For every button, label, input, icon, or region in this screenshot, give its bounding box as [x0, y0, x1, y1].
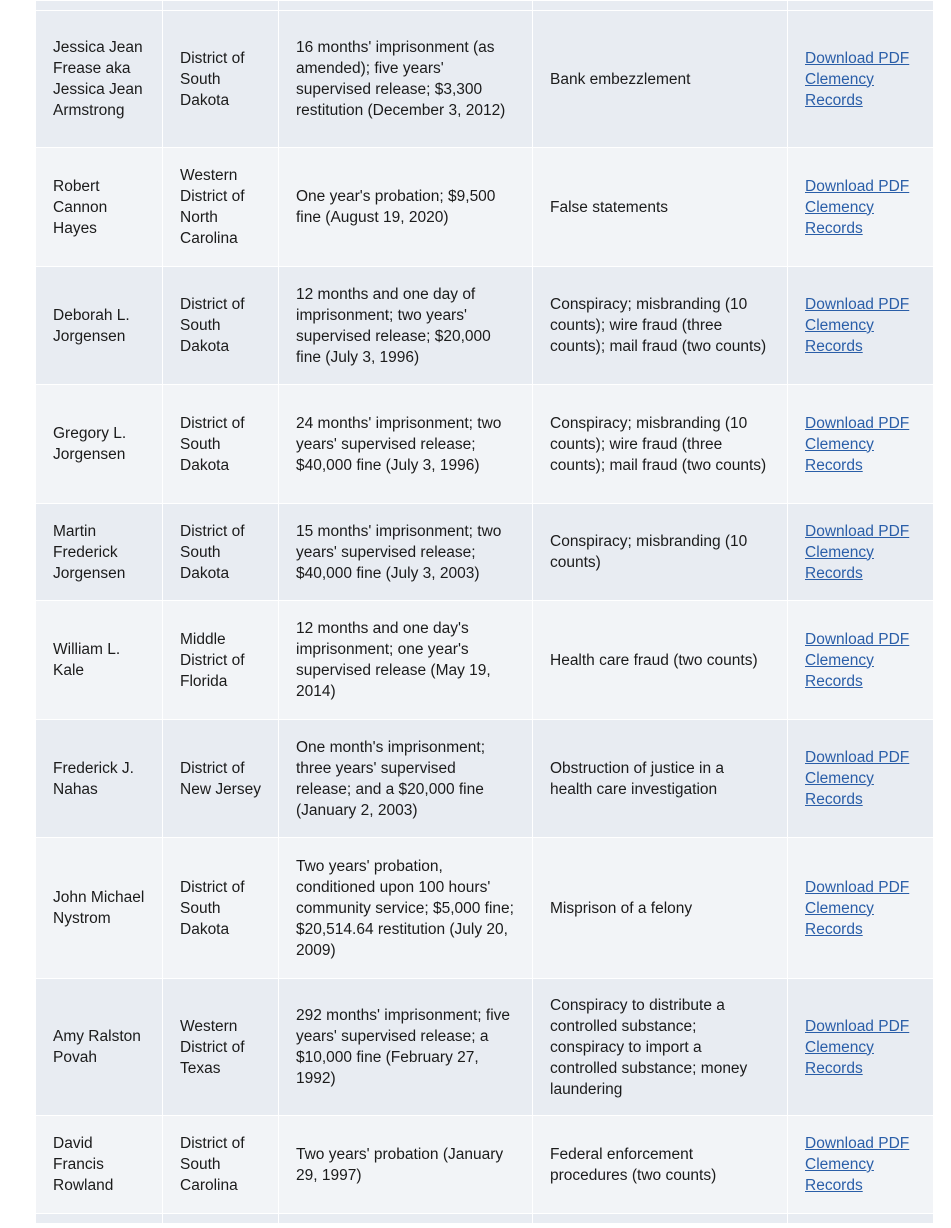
offense-cell: Health care fraud (two counts) — [533, 601, 788, 720]
sentence-cell: Two years' probation, conditioned upon 100 hours' community service; $5,000 fine; $20,514.64 restitution (July 20, 2009) — [279, 838, 533, 979]
table-row — [36, 148, 934, 267]
recipient-name-cell: Amy Ralston Povah — [36, 979, 163, 1116]
offense-cell: Conspiracy; misbranding (10 counts); wire fraud (three counts); mail fraud (two counts) — [533, 267, 788, 385]
records-cell — [788, 601, 934, 720]
records-cell — [788, 385, 934, 504]
download-pdf-clemency-records-link[interactable]: Download PDF Clemency Records — [805, 630, 910, 690]
download-pdf-clemency-records-link[interactable]: Download PDF Clemency Records — [805, 414, 910, 474]
recipient-name-cell: Robert Cannon Hayes — [36, 148, 163, 267]
table-row — [36, 720, 934, 838]
records-cell — [788, 838, 934, 979]
clemency-table — [35, 0, 934, 1224]
recipient-name-cell: William L. Kale — [36, 601, 163, 720]
district-cell: District of South Dakota — [163, 504, 279, 601]
download-pdf-clemency-records-link[interactable]: Download PDF Clemency Records — [805, 1135, 910, 1194]
recipient-name-cell: Gregory L. Jorgensen — [36, 385, 163, 504]
district-cell: District of South Dakota — [163, 838, 279, 979]
recipient-name-cell: Martin Frederick Jorgensen — [36, 504, 163, 601]
district-cell: District of New Jersey — [163, 720, 279, 838]
district-cell: District of South Dakota — [163, 385, 279, 504]
table-row — [36, 979, 934, 1116]
sentence-cell: 16 months' imprisonment (as amended); five years' supervised release; $3,300 restitution (December 3, 2012) — [279, 11, 533, 148]
district-cell: District of South Dakota — [163, 11, 279, 148]
sentence-cell: 12 months and one day's imprisonment; one year's supervised release (May 19, 2014) — [279, 601, 533, 720]
recipient-name-cell: John Michael Nystrom — [36, 838, 163, 979]
recipient-name-cell: David Francis Rowland — [36, 1116, 163, 1214]
download-pdf-clemency-records-link[interactable]: Download PDF Clemency Records — [805, 49, 910, 109]
table-row — [36, 385, 934, 504]
district-cell: Western District of North Carolina — [163, 148, 279, 267]
sentence-cell: 24 months' imprisonment; two years' supervised release; $40,000 fine (July 3, 1996) — [279, 385, 533, 504]
table-row — [36, 11, 934, 148]
recipient-name-cell: Jessica Jean Frease aka Jessica Jean Armstrong — [36, 11, 163, 148]
table-row — [36, 267, 934, 385]
district-cell: Western District of Texas — [163, 979, 279, 1116]
offense-cell: Conspiracy; misbranding (10 counts) — [533, 504, 788, 601]
district-cell: Middle District of Florida — [163, 601, 279, 720]
download-pdf-clemency-records-link[interactable]: Download PDF Clemency Records — [805, 177, 910, 237]
recipient-name-cell: Frederick J. Nahas — [36, 720, 163, 838]
table-row — [36, 838, 934, 979]
table-row — [36, 1116, 934, 1214]
records-cell — [788, 1116, 934, 1214]
download-pdf-clemency-records-link[interactable]: Download PDF Clemency Records — [805, 749, 910, 808]
clemency-table-container — [35, 0, 933, 1224]
records-cell — [788, 11, 934, 148]
offense-cell: Obstruction of justice in a health care investigation — [533, 720, 788, 838]
district-cell: District of South Carolina — [163, 1116, 279, 1214]
offense-cell: Federal enforcement procedures (two counts) — [533, 1116, 788, 1214]
download-pdf-clemency-records-link[interactable]: Download PDF Clemency Records — [805, 296, 910, 355]
download-pdf-clemency-records-link[interactable]: Download PDF Clemency Records — [805, 878, 910, 938]
records-cell — [788, 267, 934, 385]
sentence-cell: 292 months' imprisonment; five years' supervised release; a $10,000 fine (February 27, 1992) — [279, 979, 533, 1116]
table-row-partial-bottom — [36, 1214, 934, 1224]
recipient-name-cell: Deborah L. Jorgensen — [36, 267, 163, 385]
offense-cell: Bank embezzlement — [533, 11, 788, 148]
sentence-cell: Two years' probation (January 29, 1997) — [279, 1116, 533, 1214]
table-row — [36, 601, 934, 720]
offense-cell: False statements — [533, 148, 788, 267]
records-cell — [788, 720, 934, 838]
offense-cell: Misprison of a felony — [533, 838, 788, 979]
sentence-cell: 12 months and one day of imprisonment; two years' supervised release; $20,000 fine (July 3, 1996) — [279, 267, 533, 385]
offense-cell: Conspiracy; misbranding (10 counts); wire fraud (three counts); mail fraud (two counts) — [533, 385, 788, 504]
sentence-cell: One month's imprisonment; three years' supervised release; and a $20,000 fine (January 2, 2003) — [279, 720, 533, 838]
sentence-cell: 15 months' imprisonment; two years' supervised release; $40,000 fine (July 3, 2003) — [279, 504, 533, 601]
records-cell — [788, 979, 934, 1116]
records-cell — [788, 148, 934, 267]
sentence-cell: One year's probation; $9,500 fine (August 19, 2020) — [279, 148, 533, 267]
table-row-partial-top — [36, 1, 934, 11]
download-pdf-clemency-records-link[interactable]: Download PDF Clemency Records — [805, 522, 910, 582]
offense-cell: Conspiracy to distribute a controlled substance; conspiracy to import a controlled substance; money laundering — [533, 979, 788, 1116]
table-row — [36, 504, 934, 601]
district-cell: District of South Dakota — [163, 267, 279, 385]
records-cell — [788, 504, 934, 601]
clemency-table-body — [36, 1, 934, 1224]
download-pdf-clemency-records-link[interactable]: Download PDF Clemency Records — [805, 1017, 910, 1077]
